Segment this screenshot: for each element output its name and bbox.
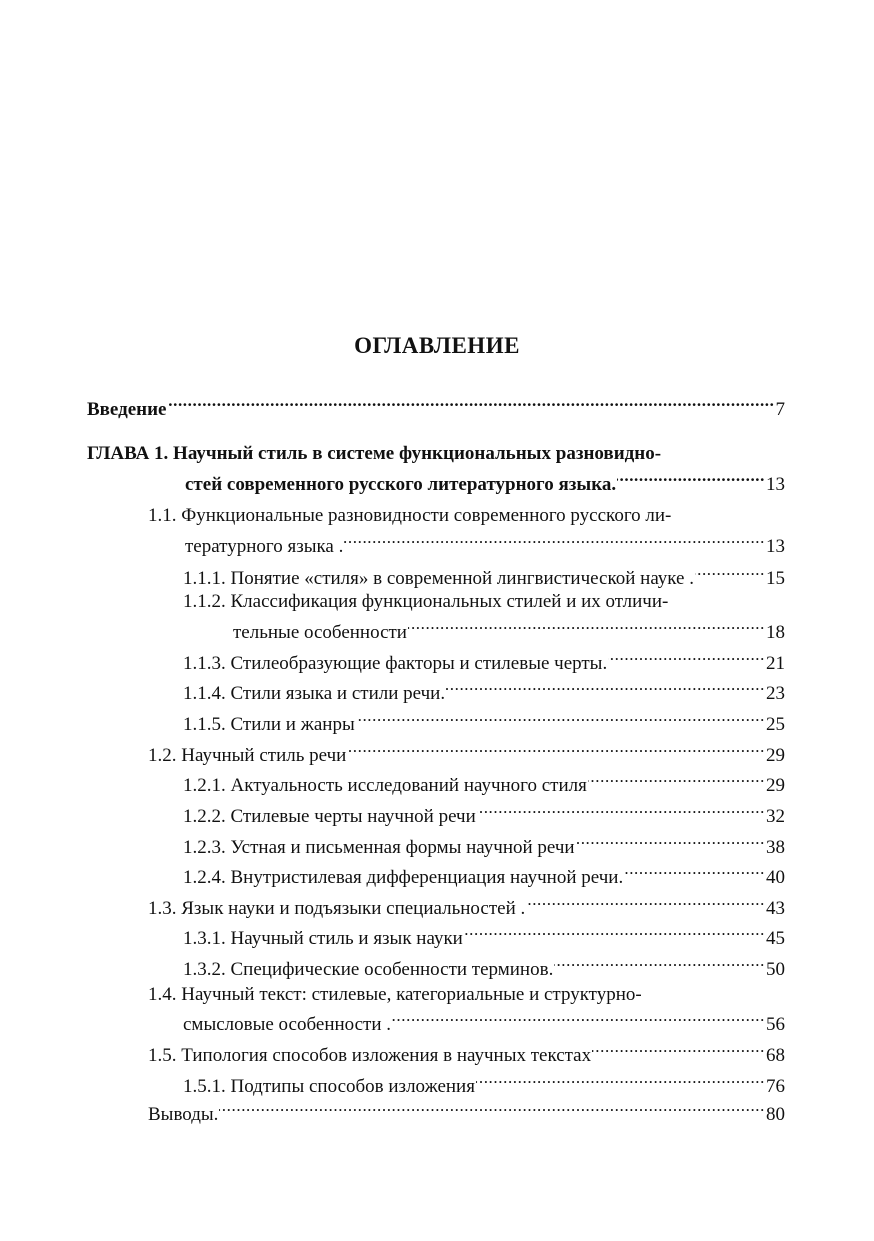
toc-entry-1-5 bbox=[148, 1039, 785, 1067]
toc-entry-1-1-4 bbox=[183, 677, 785, 705]
toc-entry-1-1-3 bbox=[183, 647, 785, 675]
toc-entry-1-3-2 bbox=[183, 953, 785, 981]
toc-entry-1-1-1 bbox=[183, 562, 785, 590]
toc-entry-label: 1.2.1. Актуальность исследований научного стиля bbox=[183, 775, 587, 796]
toc-entry-label: 1.5. Типология способов изложения в научных текстах bbox=[148, 1045, 592, 1066]
dot-leader bbox=[526, 892, 765, 914]
toc-entry-1-2-1 bbox=[183, 769, 785, 797]
toc-entry-label: 1.2.4. Внутристилевая дифференциация научной речи. bbox=[183, 867, 624, 888]
dot-leader bbox=[592, 1039, 765, 1061]
toc-page-number: 21 bbox=[766, 653, 785, 674]
toc-page-number: 25 bbox=[766, 714, 785, 735]
dot-leader bbox=[392, 1008, 765, 1030]
toc-1-4-line1: 1.4. Научный текст: стилевые, категориальные и структурно- bbox=[148, 984, 642, 1005]
toc-page-number: 76 bbox=[766, 1076, 785, 1097]
toc-entry-label: 1.1.4. Стили языка и стили речи. bbox=[183, 683, 446, 704]
toc-entry-conclusions bbox=[148, 1098, 785, 1126]
toc-entry-1-2-4 bbox=[183, 861, 785, 889]
toc-entry-label: Введение bbox=[87, 399, 167, 420]
dot-leader bbox=[477, 800, 765, 822]
toc-entry-1-2-3 bbox=[183, 831, 785, 859]
toc-page-number: 23 bbox=[766, 683, 785, 704]
toc-entry-1-1-2 bbox=[233, 616, 785, 644]
dot-leader bbox=[464, 922, 765, 944]
toc-entry-label: 1.3.2. Специфические особенности терминов. bbox=[183, 959, 554, 980]
toc-entry-label: 1.1.3. Стилеобразующие факторы и стилевые черты. bbox=[183, 653, 608, 674]
toc-entry-1-2-2 bbox=[183, 800, 785, 828]
toc-entry-1-3-1 bbox=[183, 922, 785, 950]
toc-entry-1-2 bbox=[148, 739, 785, 767]
dot-leader bbox=[476, 1070, 765, 1092]
toc-entry-1-1-5 bbox=[183, 708, 785, 736]
toc-entry-label: 1.2. Научный стиль речи bbox=[148, 745, 347, 766]
toc-page-number: 29 bbox=[766, 745, 785, 766]
toc-page-number: 15 bbox=[766, 568, 785, 589]
toc-entry-introduction bbox=[87, 393, 785, 421]
page-title: ОГЛАВЛЕНИЕ bbox=[354, 333, 520, 358]
toc-entry-chapter-1 bbox=[185, 468, 785, 496]
toc-entry-label: 1.3. Язык науки и подъязыки специальностей . bbox=[148, 898, 526, 919]
dot-leader bbox=[576, 831, 765, 853]
dot-leader bbox=[219, 1098, 765, 1120]
toc-page-number: 80 bbox=[766, 1104, 785, 1125]
dot-leader bbox=[588, 769, 765, 791]
dot-leader bbox=[695, 562, 765, 584]
toc-entry-label: 1.1.1. Понятие «стиля» в современной лингвистической науке . bbox=[183, 568, 694, 589]
toc-entry-label: тельные особенности bbox=[233, 622, 407, 643]
toc-entry-label: Выводы. bbox=[148, 1104, 219, 1125]
toc-page-number: 38 bbox=[766, 837, 785, 858]
toc-entry-1-1 bbox=[185, 530, 785, 558]
toc-entry-label: тературного языка . bbox=[185, 536, 344, 557]
toc-chapter-1-line1: ГЛАВА 1. Научный стиль в системе функциональных разновидно- bbox=[87, 443, 662, 464]
toc-entry-label: 1.5.1. Подтипы способов изложения bbox=[183, 1076, 475, 1097]
toc-entry-1-3 bbox=[148, 892, 785, 920]
dot-leader bbox=[617, 468, 765, 490]
dot-leader bbox=[344, 530, 765, 552]
toc-page-number: 56 bbox=[766, 1014, 785, 1035]
dot-leader bbox=[347, 739, 765, 761]
toc-page-number: 7 bbox=[775, 399, 785, 420]
toc-page-number: 13 bbox=[766, 536, 785, 557]
dot-leader bbox=[408, 616, 765, 638]
toc-entry-label: 1.2.2. Стилевые черты научной речи bbox=[183, 806, 476, 827]
toc-entry-label: 1.3.1. Научный стиль и язык науки bbox=[183, 928, 463, 949]
toc-page-number: 68 bbox=[766, 1045, 785, 1066]
dot-leader bbox=[624, 861, 765, 883]
toc-page-number: 13 bbox=[766, 474, 785, 495]
toc-entry-1-5-1 bbox=[183, 1070, 785, 1098]
dot-leader bbox=[168, 393, 775, 415]
dot-leader bbox=[446, 677, 765, 699]
toc-entry-1-4 bbox=[183, 1008, 785, 1036]
toc-1-1-2-line1: 1.1.2. Классификация функциональных стилей и их отличи- bbox=[183, 591, 669, 612]
dot-leader bbox=[554, 953, 765, 975]
toc-entry-label: 1.2.3. Устная и письменная формы научной речи bbox=[183, 837, 575, 858]
toc-page-number: 45 bbox=[766, 928, 785, 949]
toc-page-number: 50 bbox=[766, 959, 785, 980]
dot-leader bbox=[356, 708, 765, 730]
dot-leader bbox=[608, 647, 765, 669]
toc-page-number: 43 bbox=[766, 898, 785, 919]
toc-entry-label: 1.1.5. Стили и жанры bbox=[183, 714, 355, 735]
toc-page-number: 32 bbox=[766, 806, 785, 827]
toc-page-number: 18 bbox=[766, 622, 785, 643]
toc-page-number: 29 bbox=[766, 775, 785, 796]
toc-1-1-line1: 1.1. Функциональные разновидности современного русского ли- bbox=[148, 505, 672, 526]
toc-page-number: 40 bbox=[766, 867, 785, 888]
toc-entry-label: стей современного русского литературного языка. bbox=[185, 474, 617, 495]
toc-entry-label: смысловые особенности . bbox=[183, 1014, 392, 1035]
